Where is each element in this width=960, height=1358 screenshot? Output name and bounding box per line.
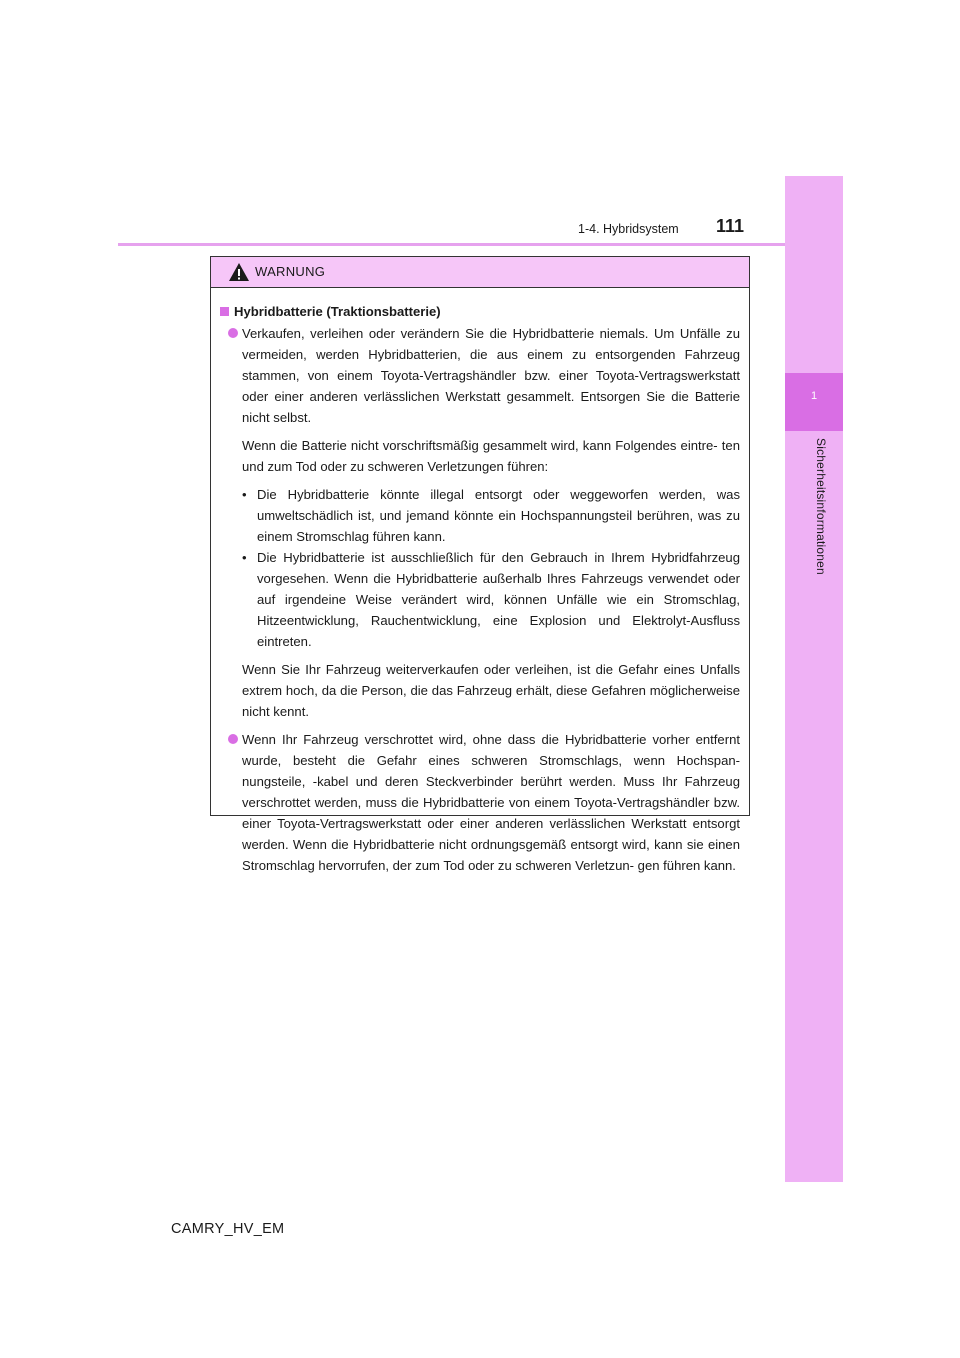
chapter-tab-active <box>785 373 843 431</box>
warning-header <box>211 257 749 288</box>
paragraph-consequences: Wenn die Batterie nicht vorschriftsmäßig gesammelt wird, kann Folgendes eintre- ten und zum Tod oder zu schweren Verletzungen führen: <box>242 438 740 474</box>
header-divider <box>118 243 785 246</box>
list-item-mark: • <box>242 550 247 565</box>
chapter-title: Sicherheitsinformationen <box>814 438 828 575</box>
document-code: CAMRY_HV_EM <box>171 1221 285 1237</box>
warning-triangle-icon <box>228 262 250 282</box>
warning-box <box>210 256 750 873</box>
warning-body <box>211 288 749 876</box>
list-item-text: Die Hybridbatterie ist ausschließlich für den Gebrauch in Ihrem Hybridfahrzeug vorgesehen. Wenn die Hybridbatterie außerhalb Ihres Fahrzeugs verwendet oder auf irgendeine Weise verändert wird, können Unfälle wie ein Stromschlag, Hitzeentwicklung, Rauchentwicklung, eine Explosion und Elektrolyt-Ausfluss eintreten. <box>257 550 740 649</box>
square-bullet-icon <box>220 307 229 316</box>
warning-title: WARNUNG <box>255 264 326 279</box>
chapter-number: 1 <box>810 390 818 402</box>
list-item-mark: • <box>242 487 247 502</box>
list-item-text: Die Hybridbatterie könnte illegal entsorgt oder weggeworfen werden, was umweltschädlich ist, und jemand könnte ein Hochspannungsteil berühren, was zu einem Stromschlag führen kann. <box>257 487 740 544</box>
bullet-paragraph-1 <box>220 323 740 428</box>
warning-heading-text: Hybridbatterie (Traktionsbatterie) <box>234 304 441 319</box>
chapter-side-tab <box>785 176 843 1182</box>
bullet-text-1: Verkaufen, verleihen oder verändern Sie die Hybridbatterie niemals. Um Unfälle zu vermeiden, werden Hybridbatterien, die aus einem zu entsorgenden Fahrzeug stammen, von einem Toyota-Vertragshändler bzw. einer Toyota-Vertragswerkstatt oder einer anderen verlässlichen Werkstatt gesammelt. Entsorgen Sie die Batterie nicht selbst. <box>242 326 740 425</box>
circle-bullet-icon <box>228 734 238 744</box>
paragraph-resale: Wenn Sie Ihr Fahrzeug weiterverkaufen oder verleihen, ist die Gefahr eines Unfalls extrem hoch, da die Person, die das Fahrzeug erhält, diese Gefahren möglicherweise nicht kennt. <box>242 662 740 719</box>
list-item <box>242 484 740 547</box>
circle-bullet-icon <box>228 328 238 338</box>
warning-heading <box>220 301 740 322</box>
page-number: 111 <box>716 216 745 236</box>
consequence-list <box>242 484 740 652</box>
bullet-text-2: Wenn Ihr Fahrzeug verschrottet wird, ohne dass die Hybridbatterie vorher entfernt wurde, besteht die Gefahr eines schweren Stromschlags, wenn Hochspan- nungsteile, -kabel und deren Steckverbinder berührt werden. Muss Ihr Fahrzeug verschrottet werden, muss die Hybridbatterie von einem Toyota-Vertragshändler bzw. einer Toyota-Vertragswerkstatt oder einer anderen verlässlichen Werkstatt entsorgt werden. Wenn die Hybridbatterie nicht ordnungsgemäß entsorgt wird, kann sie einen Stromschlag hervorrufen, der zum Tod oder zu schweren Verletzun- gen führen kann. <box>242 732 740 873</box>
section-title: 1-4. Hybridsystem <box>578 222 679 236</box>
list-item <box>242 547 740 652</box>
bullet-paragraph-2 <box>220 729 740 876</box>
